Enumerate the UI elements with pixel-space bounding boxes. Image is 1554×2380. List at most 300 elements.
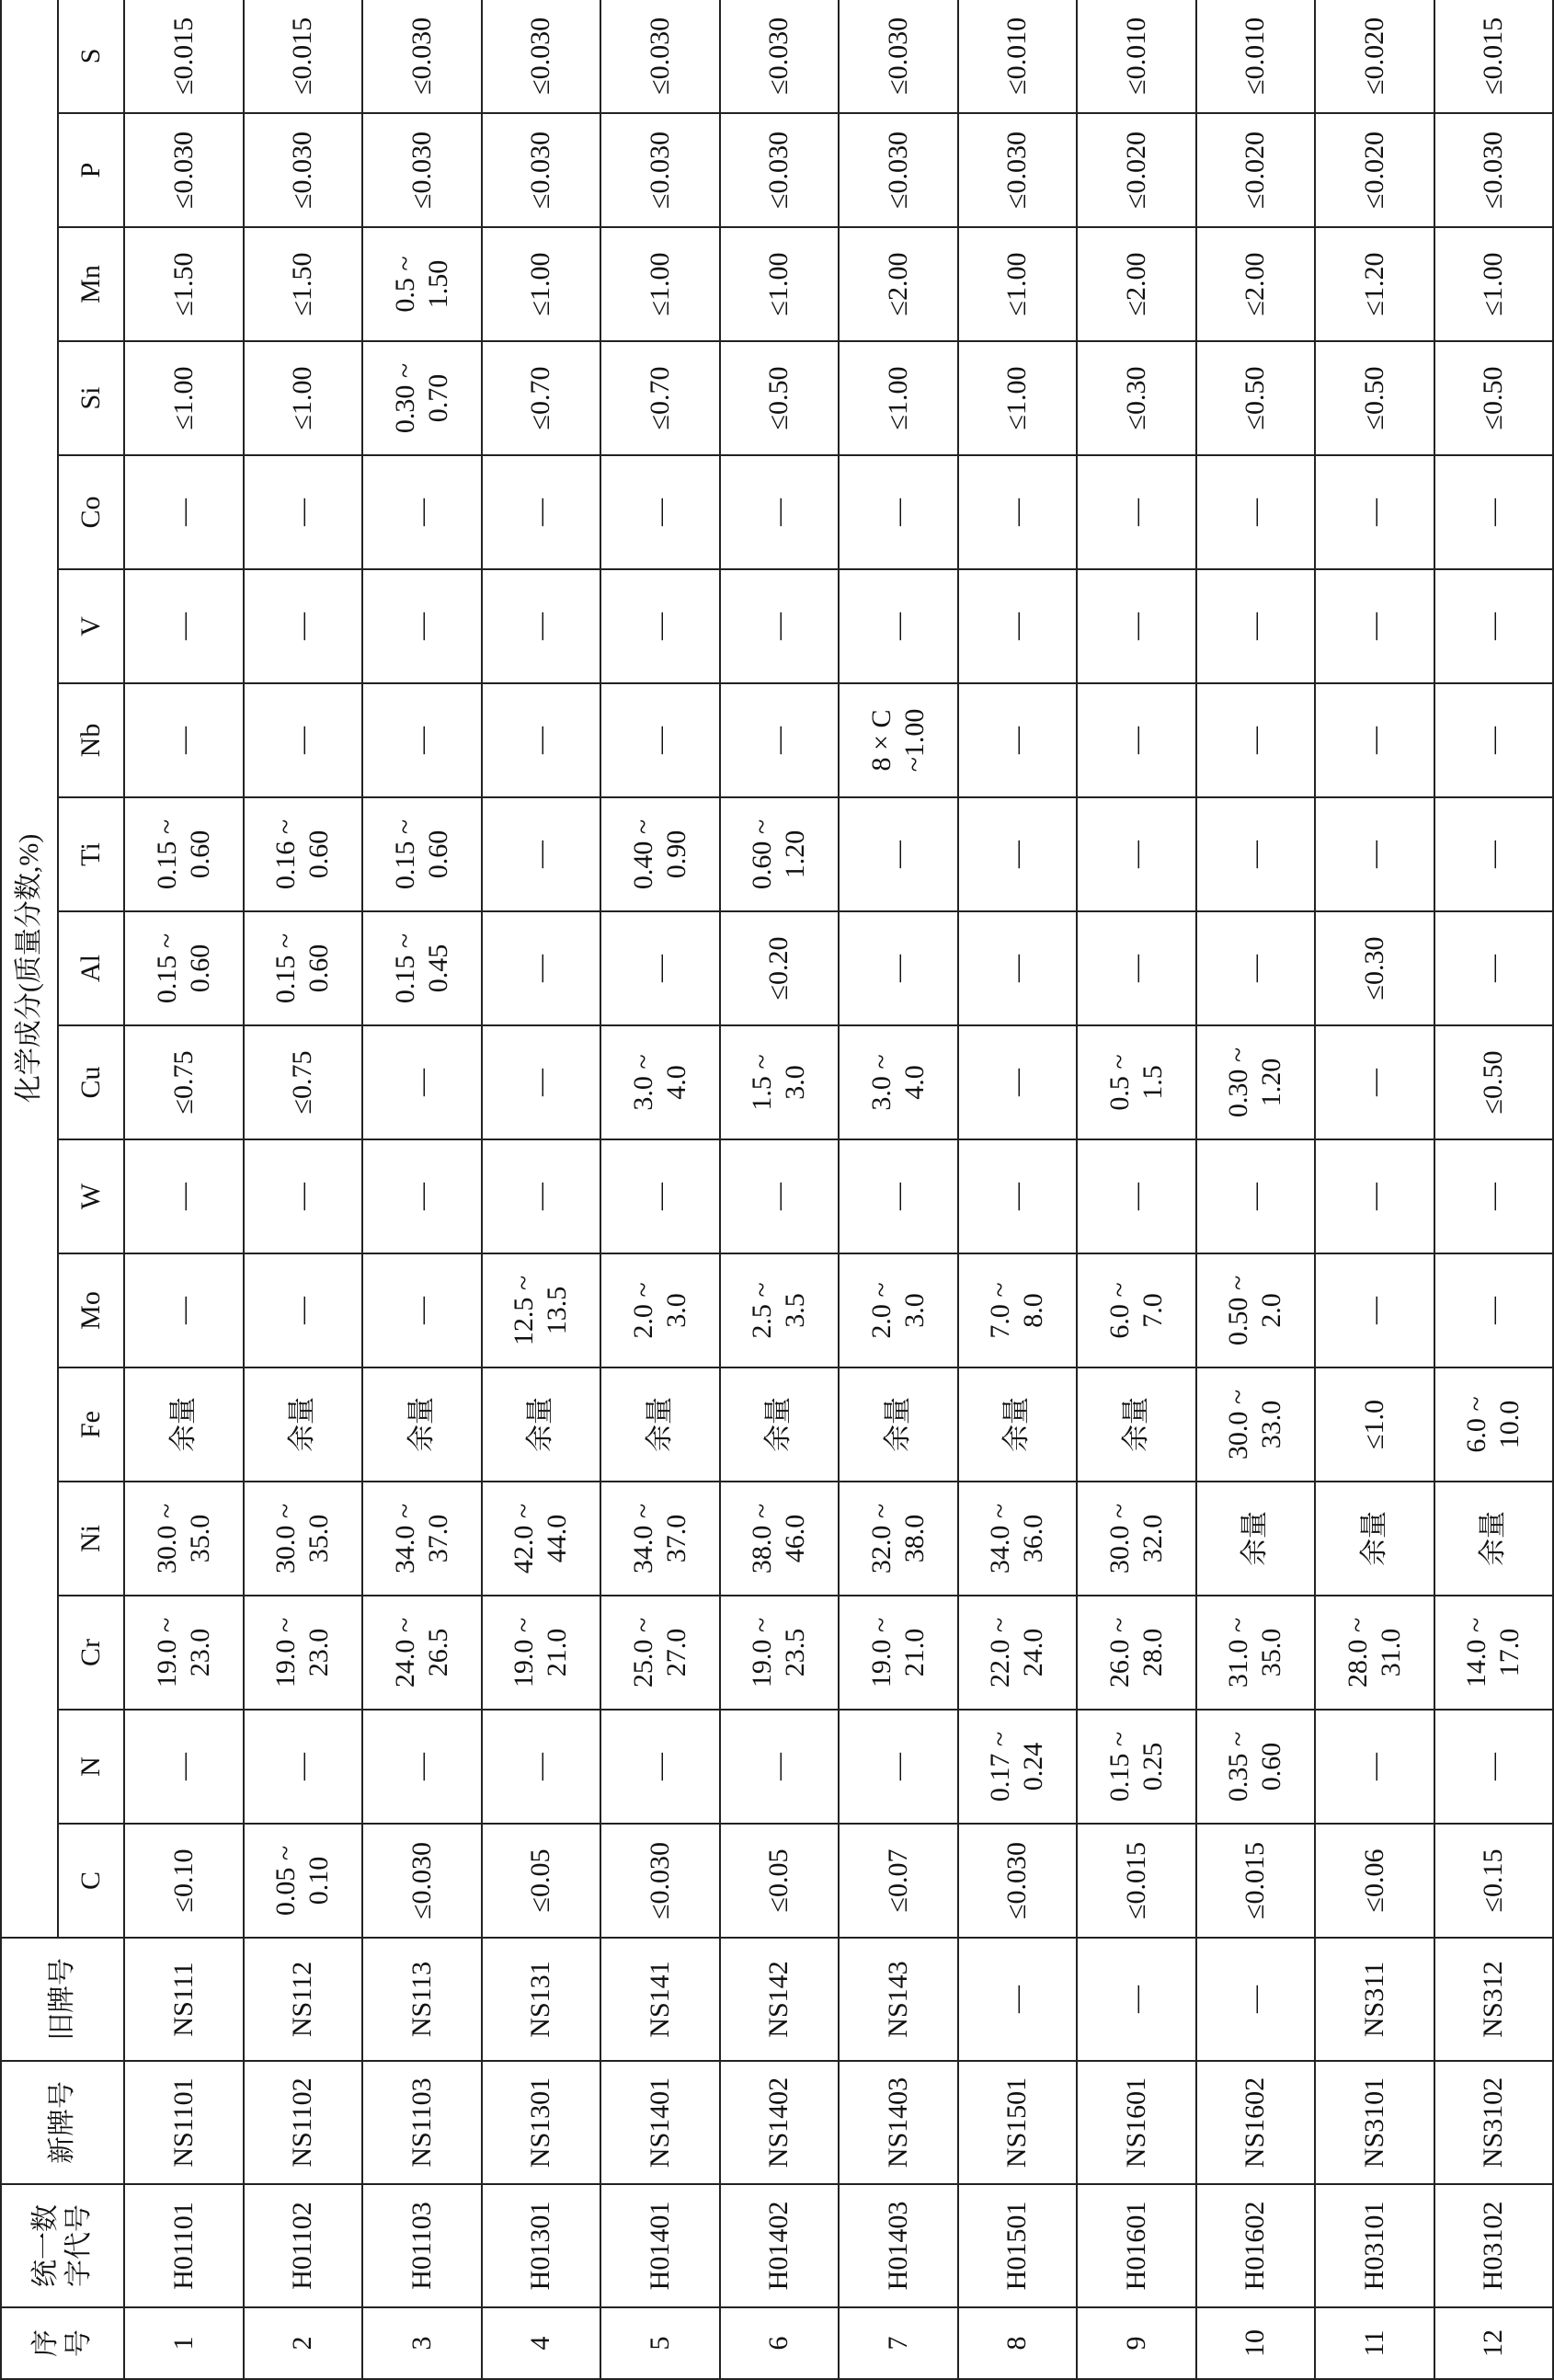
composition-value: ≤0.030 — [763, 132, 794, 209]
composition-value: 19.0 ~ — [508, 1617, 540, 1688]
composition-value: ≤0.05 — [763, 1848, 794, 1913]
row-unified-code: H01401 — [600, 2184, 720, 2307]
composition-cell — [1315, 1253, 1434, 1367]
composition-value: 22.0 ~ — [985, 1617, 1016, 1688]
composition-value: 46.0 — [780, 1514, 811, 1563]
composition-cell — [1077, 683, 1196, 797]
composition-value: 0.17 ~ — [985, 1731, 1016, 1802]
composition-cell — [244, 1025, 363, 1139]
row-unified-code: H01102 — [244, 2184, 363, 2307]
composition-cell — [1434, 1710, 1554, 1824]
composition-cell — [1434, 1025, 1554, 1139]
table-row — [1196, 0, 1316, 2379]
composition-cell — [1077, 0, 1196, 113]
composition-value: — — [167, 727, 199, 754]
composition-cell — [958, 227, 1078, 341]
composition-cell — [720, 1139, 840, 1253]
composition-cell — [124, 1824, 244, 1938]
composition-value: 余量 — [1120, 1397, 1151, 1452]
composition-value: — — [1240, 727, 1271, 754]
composition-value: 37.0 — [660, 1514, 691, 1563]
row-new-grade: NS3101 — [1315, 2061, 1434, 2184]
composition-value: ≤0.07 — [882, 1848, 913, 1913]
composition-value: — — [644, 1753, 675, 1780]
composition-cell — [839, 797, 958, 911]
composition-cell — [1077, 227, 1196, 341]
composition-cell — [958, 1367, 1078, 1482]
composition-cell — [600, 683, 720, 797]
composition-cell — [482, 569, 601, 683]
composition-value: 32.0 ~ — [865, 1503, 897, 1574]
composition-value: 余量 — [1001, 1397, 1033, 1452]
composition-cell — [958, 1596, 1078, 1710]
composition-value: — — [763, 498, 794, 526]
composition-value: 38.0 ~ — [747, 1503, 778, 1574]
composition-value: — — [167, 1753, 199, 1780]
composition-cell — [1077, 1139, 1196, 1253]
composition-cell — [1077, 1025, 1196, 1139]
table-row — [839, 0, 958, 2379]
composition-value: — — [1240, 498, 1271, 526]
composition-cell — [1196, 0, 1316, 113]
row-old-grade: — — [1077, 1938, 1196, 2061]
composition-value: 0.30 ~ — [389, 362, 420, 434]
composition-cell — [362, 683, 482, 797]
header-element: Mn — [58, 227, 124, 341]
composition-cell — [124, 911, 244, 1025]
table-row — [482, 0, 601, 2379]
composition-value: — — [1478, 1297, 1509, 1324]
composition-cell — [1434, 0, 1554, 113]
composition-value: — — [525, 1753, 556, 1780]
row-unified-code: H01501 — [958, 2184, 1078, 2307]
composition-value: ≤0.50 — [1358, 366, 1389, 430]
row-seq: 12 — [1434, 2307, 1554, 2379]
composition-cell — [1196, 1710, 1316, 1824]
composition-cell — [482, 683, 601, 797]
composition-cell — [362, 0, 482, 113]
composition-cell — [958, 0, 1078, 113]
composition-cell — [1315, 1025, 1434, 1139]
composition-cell — [839, 1824, 958, 1938]
composition-value: 0.60 ~ — [747, 818, 778, 890]
composition-cell — [482, 911, 601, 1025]
composition-value: 0.60 — [1256, 1742, 1287, 1791]
composition-value: — — [1120, 841, 1151, 868]
composition-value: 42.0 ~ — [508, 1503, 540, 1574]
composition-value: 余量 — [763, 1397, 794, 1452]
composition-cell — [1077, 1367, 1196, 1482]
composition-value: 34.0 ~ — [985, 1503, 1016, 1574]
composition-value: — — [644, 612, 675, 640]
composition-value: — — [882, 955, 913, 982]
row-unified-code: H01402 — [720, 2184, 840, 2307]
composition-value: ≤1.50 — [167, 252, 199, 316]
composition-cell — [1434, 113, 1554, 227]
composition-value: ≤1.50 — [287, 252, 318, 316]
composition-cell — [839, 1482, 958, 1596]
table-row — [1434, 0, 1554, 2379]
composition-value: — — [1120, 727, 1151, 754]
composition-value: — — [644, 955, 675, 982]
composition-cell — [958, 1253, 1078, 1367]
composition-value: ≤0.030 — [763, 17, 794, 95]
composition-value: — — [1120, 1183, 1151, 1210]
composition-value: — — [1001, 955, 1033, 982]
composition-value: — — [1001, 498, 1033, 526]
composition-value: 24.0 — [1018, 1628, 1049, 1677]
composition-cell — [720, 227, 840, 341]
composition-value: ≤1.00 — [167, 366, 199, 430]
composition-value: — — [406, 1069, 437, 1096]
composition-value: 36.0 — [1018, 1514, 1049, 1563]
composition-cell — [600, 569, 720, 683]
composition-cell — [600, 1367, 720, 1482]
composition-cell — [1434, 1253, 1554, 1367]
composition-cell — [244, 797, 363, 911]
composition-cell — [124, 341, 244, 455]
composition-cell — [1315, 227, 1434, 341]
composition-value: 35.0 — [1256, 1628, 1287, 1677]
composition-value: ≤0.010 — [1120, 17, 1151, 95]
row-new-grade: NS1601 — [1077, 2061, 1196, 2184]
composition-cell — [1434, 569, 1554, 683]
composition-cell — [1077, 911, 1196, 1025]
composition-value: — — [644, 498, 675, 526]
composition-cell — [244, 1139, 363, 1253]
composition-value: — — [1120, 955, 1151, 982]
composition-value: — — [644, 1183, 675, 1210]
composition-cell — [362, 797, 482, 911]
composition-value: 8 × C — [865, 709, 897, 772]
composition-value: 3.0 — [780, 1065, 811, 1100]
composition-value: — — [287, 1183, 318, 1210]
composition-cell — [600, 455, 720, 569]
composition-cell — [1434, 911, 1554, 1025]
composition-cell — [958, 569, 1078, 683]
composition-value: — — [525, 727, 556, 754]
composition-value: 25.0 ~ — [627, 1617, 658, 1688]
composition-value: 7.0 ~ — [985, 1282, 1016, 1339]
composition-cell — [720, 797, 840, 911]
composition-cell — [362, 113, 482, 227]
composition-cell — [1077, 1253, 1196, 1367]
composition-cell — [600, 1482, 720, 1596]
composition-value: ≤0.015 — [1240, 1842, 1271, 1919]
composition-value: ≤2.00 — [1120, 252, 1151, 316]
composition-value: — — [525, 1183, 556, 1210]
composition-value: 28.0 ~ — [1342, 1617, 1373, 1688]
composition-value: 0.5 ~ — [1103, 1054, 1135, 1111]
row-old-grade: NS112 — [244, 1938, 363, 2061]
composition-value: — — [1240, 612, 1271, 640]
composition-value: 35.0 — [184, 1514, 215, 1563]
composition-value: ≤1.00 — [644, 252, 675, 316]
composition-value: — — [882, 1183, 913, 1210]
row-new-grade: NS1401 — [600, 2061, 720, 2184]
row-new-grade: NS1102 — [244, 2061, 363, 2184]
composition-value: 0.35 ~ — [1223, 1731, 1254, 1802]
composition-value: — — [763, 1183, 794, 1210]
row-seq: 11 — [1315, 2307, 1434, 2379]
composition-value: ≤0.010 — [1001, 17, 1033, 95]
composition-value: 0.90 — [660, 830, 691, 879]
composition-value: — — [406, 1183, 437, 1210]
composition-cell — [1196, 1824, 1316, 1938]
composition-value: ≤0.030 — [1478, 132, 1509, 209]
composition-value: — — [287, 498, 318, 526]
composition-value: 0.25 — [1137, 1742, 1168, 1791]
composition-cell — [124, 797, 244, 911]
composition-value: 2.0 — [1256, 1293, 1287, 1328]
row-unified-code: H01602 — [1196, 2184, 1316, 2307]
composition-cell — [482, 455, 601, 569]
composition-cell — [1434, 1824, 1554, 1938]
table-row — [244, 0, 363, 2379]
composition-value: — — [1001, 1183, 1033, 1210]
composition-cell — [1315, 1710, 1434, 1824]
composition-cell — [600, 911, 720, 1025]
composition-value: ≤1.00 — [1001, 252, 1033, 316]
composition-value: 2.0 ~ — [627, 1282, 658, 1339]
composition-value: ≤0.70 — [644, 366, 675, 430]
composition-value: 19.0 ~ — [151, 1617, 182, 1688]
row-old-grade: NS111 — [124, 1938, 244, 2061]
composition-cell — [244, 683, 363, 797]
composition-value: — — [882, 612, 913, 640]
composition-cell — [1196, 1139, 1316, 1253]
composition-value: ≤1.0 — [1358, 1400, 1389, 1449]
row-old-grade: NS142 — [720, 1938, 840, 2061]
composition-value: ≤0.50 — [1478, 366, 1509, 430]
composition-value: ≤0.030 — [525, 132, 556, 209]
composition-cell — [482, 797, 601, 911]
composition-value: — — [1120, 612, 1151, 640]
composition-value: 1.20 — [780, 830, 811, 879]
composition-value: ≤0.020 — [1240, 132, 1271, 209]
composition-value: ≤0.06 — [1358, 1848, 1389, 1913]
row-unified-code: H01101 — [124, 2184, 244, 2307]
composition-value: 0.5 ~ — [389, 256, 420, 313]
composition-cell — [1077, 1824, 1196, 1938]
composition-value: 0.15 ~ — [1103, 1731, 1135, 1802]
composition-value: 4.0 — [898, 1065, 930, 1100]
row-seq: 6 — [720, 2307, 840, 2379]
composition-cell — [124, 1482, 244, 1596]
composition-value: — — [167, 1297, 199, 1324]
composition-value: ≤0.70 — [525, 366, 556, 430]
composition-value: 0.45 — [422, 944, 453, 993]
header-chemical-composition: 化学成分(质量分数,%) — [1, 0, 58, 1938]
table-row — [124, 0, 244, 2379]
composition-cell — [362, 341, 482, 455]
composition-cell — [958, 341, 1078, 455]
composition-value: ≤0.030 — [644, 132, 675, 209]
composition-value: 3.5 — [780, 1293, 811, 1328]
row-seq: 9 — [1077, 2307, 1196, 2379]
composition-value: 19.0 ~ — [865, 1617, 897, 1688]
composition-value: 0.60 — [303, 944, 335, 993]
composition-cell — [1196, 1025, 1316, 1139]
composition-value: — — [406, 1297, 437, 1324]
composition-value: — — [763, 1753, 794, 1780]
composition-cell — [1077, 569, 1196, 683]
composition-cell — [1196, 911, 1316, 1025]
composition-cell — [600, 113, 720, 227]
composition-value: — — [1478, 727, 1509, 754]
composition-cell — [1196, 227, 1316, 341]
header-element: N — [58, 1710, 124, 1824]
composition-cell — [244, 1824, 363, 1938]
header-element: Mo — [58, 1253, 124, 1367]
row-seq: 8 — [958, 2307, 1078, 2379]
composition-value: 38.0 — [898, 1514, 930, 1563]
composition-cell — [1315, 1824, 1434, 1938]
composition-value: 21.0 — [898, 1628, 930, 1677]
row-unified-code: H01103 — [362, 2184, 482, 2307]
composition-cell — [720, 1025, 840, 1139]
composition-value: 30.0 ~ — [270, 1503, 302, 1574]
composition-cell — [482, 1482, 601, 1596]
composition-value: ~1.00 — [898, 708, 930, 772]
composition-value: ≤0.15 — [1478, 1848, 1509, 1913]
composition-value: — — [1358, 1069, 1389, 1096]
composition-cell — [124, 455, 244, 569]
composition-value: ≤2.00 — [1240, 252, 1271, 316]
composition-value: ≤0.05 — [525, 1848, 556, 1913]
composition-cell — [362, 1482, 482, 1596]
row-unified-code: H01301 — [482, 2184, 601, 2307]
composition-value: 余量 — [1240, 1511, 1271, 1566]
table-row — [1315, 0, 1434, 2379]
composition-value: 33.0 — [1256, 1400, 1287, 1449]
composition-cell — [482, 1367, 601, 1482]
composition-cell — [839, 0, 958, 113]
composition-value: ≤1.20 — [1358, 252, 1389, 316]
composition-value: — — [763, 612, 794, 640]
composition-value: ≤0.030 — [882, 132, 913, 209]
composition-value: 30.0 ~ — [1103, 1503, 1135, 1574]
composition-value: 30.0 ~ — [1223, 1389, 1254, 1460]
composition-value: ≤0.030 — [1001, 132, 1033, 209]
composition-value: 0.70 — [422, 373, 453, 423]
composition-value: ≤1.00 — [882, 366, 913, 430]
composition-value: — — [1120, 498, 1151, 526]
composition-value: — — [1001, 1069, 1033, 1096]
table-row — [600, 0, 720, 2379]
composition-value: 余量 — [287, 1397, 318, 1452]
composition-cell — [1315, 797, 1434, 911]
composition-cell — [958, 911, 1078, 1025]
row-new-grade: NS1403 — [839, 2061, 958, 2184]
composition-value: — — [1240, 1183, 1271, 1210]
composition-value: 0.60 — [303, 830, 335, 879]
row-old-grade: — — [1196, 1938, 1316, 2061]
composition-value: ≤0.030 — [1001, 1842, 1033, 1919]
row-unified-code: H01601 — [1077, 2184, 1196, 2307]
composition-value: 0.60 — [422, 830, 453, 879]
composition-cell — [362, 1824, 482, 1938]
row-seq: 2 — [244, 2307, 363, 2379]
composition-cell — [720, 1482, 840, 1596]
composition-cell — [482, 1025, 601, 1139]
composition-cell — [720, 683, 840, 797]
composition-cell — [244, 341, 363, 455]
composition-cell — [839, 1025, 958, 1139]
composition-value: 8.0 — [1018, 1293, 1049, 1328]
composition-cell — [1434, 455, 1554, 569]
composition-value: 17.0 — [1494, 1628, 1525, 1677]
composition-value: 31.0 — [1375, 1628, 1406, 1677]
composition-cell — [1196, 797, 1316, 911]
composition-cell — [839, 1367, 958, 1482]
composition-value: 0.50 ~ — [1223, 1275, 1254, 1346]
composition-cell — [600, 341, 720, 455]
composition-value: — — [287, 612, 318, 640]
composition-cell — [124, 1253, 244, 1367]
composition-value: — — [406, 612, 437, 640]
header-new-grade: 新牌号 — [1, 2061, 124, 2184]
composition-cell — [1315, 455, 1434, 569]
composition-cell — [244, 455, 363, 569]
composition-value: — — [1240, 955, 1271, 982]
header-element: Nb — [58, 683, 124, 797]
composition-cell — [1434, 341, 1554, 455]
composition-cell — [720, 341, 840, 455]
composition-value: 10.0 — [1494, 1400, 1525, 1449]
composition-value: — — [167, 1183, 199, 1210]
composition-value: 24.0 ~ — [389, 1617, 420, 1688]
table-row — [1077, 0, 1196, 2379]
composition-value: — — [882, 1753, 913, 1780]
composition-cell — [482, 1596, 601, 1710]
row-new-grade: NS1103 — [362, 2061, 482, 2184]
composition-value: — — [1001, 612, 1033, 640]
composition-value: — — [1358, 727, 1389, 754]
composition-cell — [362, 1025, 482, 1139]
row-new-grade: NS1602 — [1196, 2061, 1316, 2184]
composition-value: 3.0 ~ — [865, 1054, 897, 1111]
composition-value: 0.60 — [184, 830, 215, 879]
composition-cell — [958, 1710, 1078, 1824]
composition-value: ≤0.75 — [287, 1050, 318, 1115]
composition-cell — [362, 227, 482, 341]
composition-cell — [1196, 1482, 1316, 1596]
header-element: Co — [58, 455, 124, 569]
row-old-grade: — — [958, 1938, 1078, 2061]
composition-cell — [720, 1710, 840, 1824]
composition-value: ≤0.030 — [644, 1842, 675, 1919]
composition-value: — — [1478, 1183, 1509, 1210]
composition-cell — [1315, 683, 1434, 797]
row-new-grade: NS1301 — [482, 2061, 601, 2184]
row-old-grade: NS141 — [600, 1938, 720, 2061]
composition-value: — — [1358, 1183, 1389, 1210]
composition-value: 3.0 — [660, 1293, 691, 1328]
composition-value: — — [1358, 498, 1389, 526]
composition-cell — [720, 1367, 840, 1482]
composition-cell — [362, 569, 482, 683]
row-unified-code: H01403 — [839, 2184, 958, 2307]
composition-value: ≤0.20 — [763, 936, 794, 1001]
composition-cell — [482, 1139, 601, 1253]
composition-value: 1.50 — [422, 259, 453, 309]
composition-value: — — [644, 727, 675, 754]
composition-value: ≤0.030 — [167, 132, 199, 209]
composition-cell — [1077, 797, 1196, 911]
composition-cell — [482, 1824, 601, 1938]
row-unified-code: H03102 — [1434, 2184, 1554, 2307]
